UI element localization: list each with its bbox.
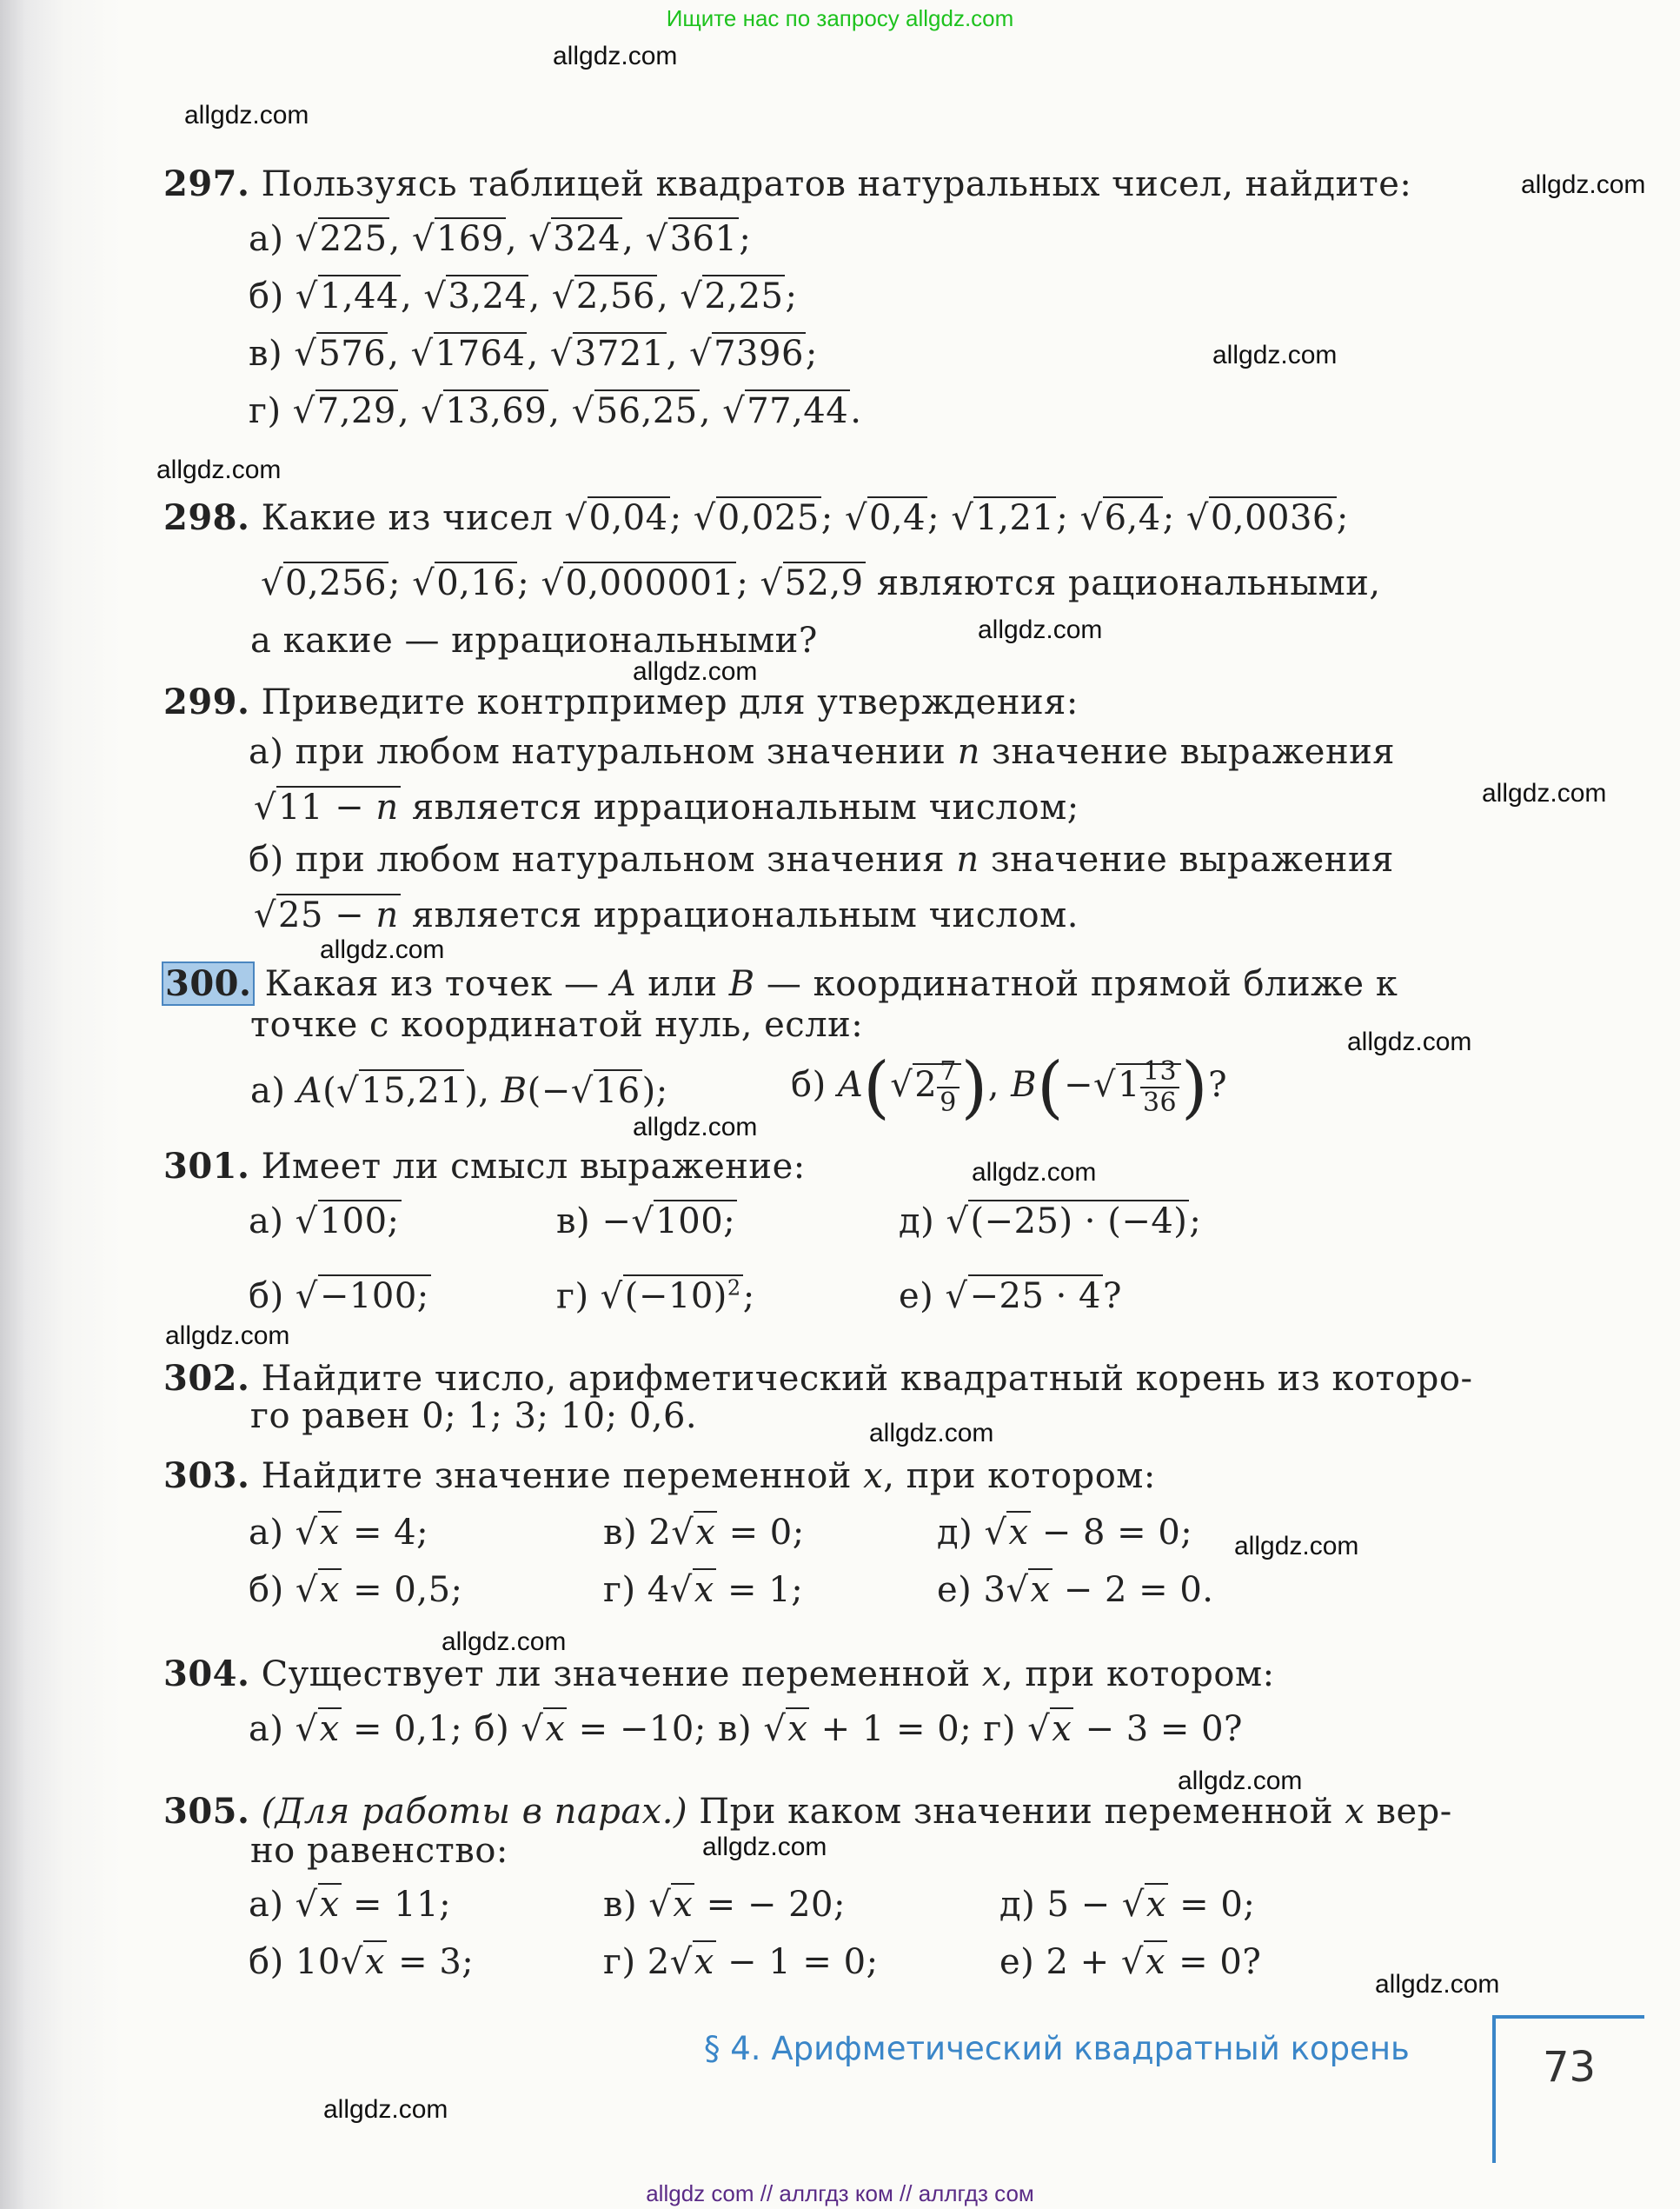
footer-rule (1492, 2015, 1644, 2019)
top-banner[interactable]: Ищите нас по запросу allgdz.com (666, 5, 1014, 31)
task-303-a: а) √x = 4; (249, 1513, 429, 1553)
watermark: allgdz.com (553, 42, 678, 70)
task-303-d: г) 4√x = 1; (603, 1570, 804, 1610)
task-302-line2: го равен 0; 1; 3; 10; 0,6. (250, 1396, 698, 1436)
task-297-d: г) √7,29, √13,69, √56,25, √77,44. (249, 391, 862, 431)
task-297-c: в) √576, √1764, √3721, √7396; (249, 334, 818, 374)
task-301-a: а) √100; (249, 1201, 400, 1241)
task-305-c: в) √x = − 20; (603, 1885, 846, 1925)
task-299-b-line1: б) при любом натуральном значения n значение выражения (249, 840, 1394, 880)
watermark: allgdz.com (320, 935, 445, 964)
task-300-b: б) A(√2 $\frac{7}{9}$ ), B(−√1 $\frac{13}{36}$ )? (791, 1048, 1228, 1127)
watermark: allgdz.com (323, 2095, 448, 2124)
task-300-line1: 300. Какая из точек — A или B — координатной прямой ближе к (165, 963, 1398, 1004)
task-298-line1: 298. Какие из чисел √0,04; √0,025; √0,4; √1,21; √6,4; √0,0036; (163, 497, 1349, 538)
task-298-line2: √0,256; √0,16; √0,000001; √52,9 являются рациональными, (261, 563, 1381, 603)
task-301-f: е) √−25 · 4? (899, 1276, 1122, 1316)
task-299-a-line1: а) при любом натуральном значении n значение выражения (249, 732, 1396, 772)
task-304-items: а) √x = 0,1; б) √x = −10; в) √x + 1 = 0; г) √x − 3 = 0? (249, 1709, 1243, 1749)
watermark: allgdz.com (1234, 1532, 1359, 1560)
task-300-a: а) A(√15,21), B(−√16); (250, 1071, 668, 1111)
watermark: allgdz.com (978, 615, 1103, 644)
watermark: allgdz.com (1178, 1767, 1303, 1795)
task-305-a: а) √x = 11; (249, 1885, 452, 1925)
watermark: allgdz.com (1212, 341, 1338, 369)
section-title: § 4. Арифметический квадратный корень (704, 2030, 1410, 2067)
task-303-f: е) 3√x − 2 = 0. (937, 1570, 1214, 1610)
watermark: allgdz.com (156, 456, 282, 484)
watermark: allgdz.com (1347, 1028, 1472, 1056)
watermark: allgdz.com (633, 1113, 758, 1141)
task-297-b: б) √1,44, √3,24, √2,56, √2,25; (249, 276, 798, 316)
task-301-b: б) √−100; (249, 1276, 429, 1316)
watermark: allgdz.com (184, 101, 309, 130)
task-297-a: а) √225, √169, √324, √361; (249, 219, 752, 259)
task-301-header: 301. Имеет ли смысл выражение: (163, 1146, 806, 1187)
task-301-d: г) $√(-10)^2$; (556, 1276, 755, 1317)
task-303-b: б) √x = 0,5; (249, 1570, 463, 1610)
task-305-b: б) 10√x = 3; (249, 1942, 475, 1982)
task-305-f: е) 2 + √x = 0? (999, 1942, 1262, 1982)
watermark: allgdz.com (869, 1419, 994, 1447)
watermark: allgdz.com (1375, 1970, 1500, 1999)
task-303-header: 303. Найдите значение переменной x, при котором: (163, 1455, 1156, 1496)
watermark: allgdz.com (442, 1627, 567, 1656)
watermark: allgdz.com (1521, 170, 1646, 199)
task-305-d: г) 2√x − 1 = 0; (603, 1942, 879, 1982)
task-305-line2: но равенство: (250, 1831, 508, 1871)
watermark: allgdz.com (972, 1158, 1097, 1187)
page-number: 73 (1543, 2043, 1597, 2092)
task-301-c: в) −√100; (556, 1201, 736, 1241)
task-299-b-line2: √25 − n является иррациональным числом. (254, 895, 1079, 935)
task-302-line1: 302. Найдите число, арифметический квадратный корень из которо- (163, 1358, 1473, 1399)
task-299-header: 299. Приведите контрпример для утверждения: (163, 682, 1079, 722)
watermark: allgdz.com (633, 657, 758, 686)
task-300-number-box: 300. (165, 963, 252, 1004)
task-303-e: д) √x − 8 = 0; (937, 1513, 1193, 1553)
task-303-c: в) 2√x = 0; (603, 1513, 805, 1553)
task-300-line2: точке с координатой нуль, если: (250, 1005, 864, 1045)
task-304-header: 304. Существует ли значение переменной x, при котором: (163, 1653, 1275, 1694)
watermark: allgdz.com (165, 1321, 290, 1350)
watermark: allgdz.com (1482, 779, 1607, 808)
task-298-line3: а какие — иррациональными? (250, 621, 818, 661)
footer-vertical-rule (1492, 2015, 1496, 2163)
task-299-a-line2: √11 − n является иррациональным числом; (254, 788, 1079, 828)
task-301-e: д) √(−25) · (−4); (899, 1201, 1202, 1241)
task-297-header: 297. Пользуясь таблицей квадратов натуральных чисел, найдите: (163, 163, 1412, 204)
bottom-banner[interactable]: allgdz com // аллгдз ком // аллгдз сом (646, 2180, 1034, 2206)
task-305-line1: 305. (Для работы в парах.) При каком значении переменной x вер- (163, 1791, 1452, 1832)
task-305-e: д) 5 − √x = 0; (999, 1885, 1256, 1925)
watermark: allgdz.com (702, 1833, 827, 1861)
